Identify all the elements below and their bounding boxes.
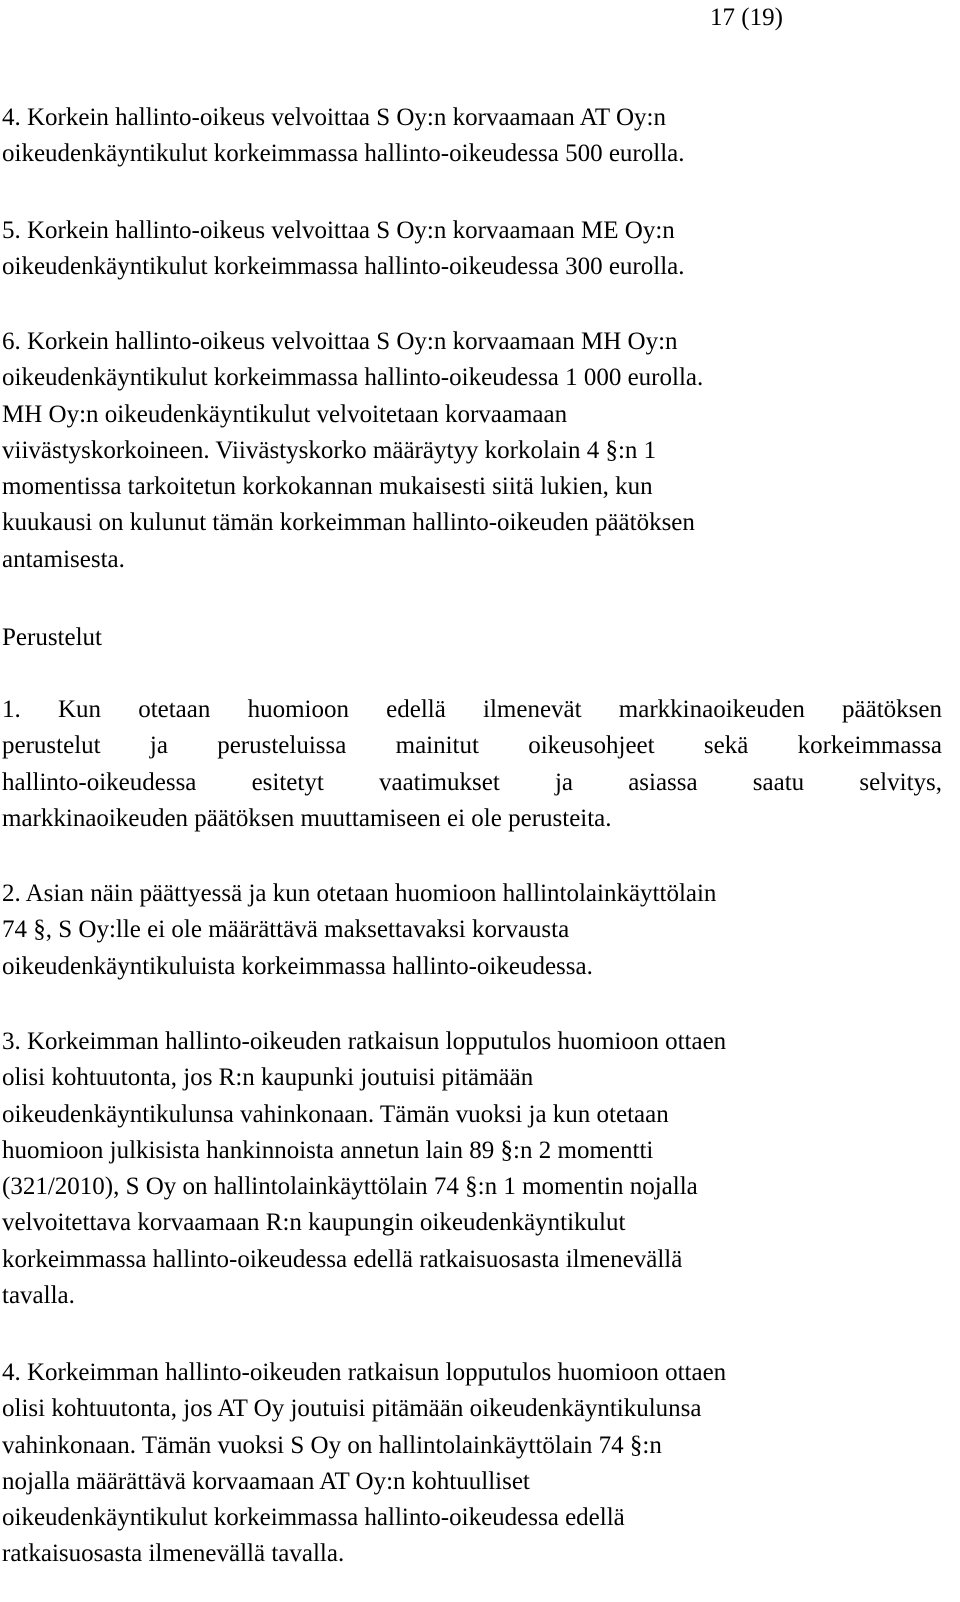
- text-line: olisi kohtuutonta, jos AT Oy joutuisi pitämään oikeudenkäyntikulunsa: [2, 1395, 702, 1423]
- text-line: olisi kohtuutonta, jos R:n kaupunki joutuisi pitämään: [2, 1064, 534, 1092]
- text-line: 5. Korkein hallinto-oikeus velvoittaa S Oy:n korvaamaan ME Oy:n: [2, 217, 675, 244]
- text-line: oikeudenkäyntikuluista korkeimmassa hallinto-oikeudessa.: [2, 952, 593, 980]
- reason-item-2: [2, 876, 942, 985]
- text-line: MH Oy:n oikeudenkäyntikulut velvoitetaan korvaamaan: [2, 400, 568, 428]
- text-line: 1. Kun otetaan huomioon edellä ilmenevät markkinaoikeuden päätöksen: [2, 696, 942, 723]
- text-line: 2. Asian näin päättyessä ja kun otetaan huomioon hallintolainkäyttölain: [2, 880, 717, 907]
- text-line: antamisesta.: [2, 545, 125, 573]
- text-line: 6. Korkein hallinto-oikeus velvoittaa S Oy:n korvaamaan MH Oy:n: [2, 328, 678, 355]
- text-line: hallinto-oikeudessa esitetyt vaatimukset ja asiassa saatu selvitys,: [2, 768, 942, 796]
- text-line: 4. Korkein hallinto-oikeus velvoittaa S Oy:n korvaamaan AT Oy:n: [2, 104, 667, 131]
- text-line: kuukausi on kulunut tämän korkeimman hallinto-oikeuden päätöksen: [2, 509, 695, 537]
- text-line: oikeudenkäyntikulunsa vahinkonaan. Tämän vuoksi ja kun otetaan: [2, 1100, 669, 1128]
- reason-item-3: [2, 1024, 942, 1314]
- section-heading-perustelut: Perustelut: [2, 624, 102, 651]
- decision-item-6: [2, 324, 942, 578]
- text-line: 3. Korkeimman hallinto-oikeuden ratkaisun lopputulos huomioon ottaen: [2, 1028, 727, 1055]
- text-line: markkinaoikeuden päätöksen muuttamiseen ei ole perusteita.: [2, 804, 612, 832]
- text-line: perustelut ja perusteluissa mainitut oikeusohjeet sekä korkeimmassa: [2, 732, 942, 760]
- text-line: ratkaisuosasta ilmenevällä tavalla.: [2, 1540, 345, 1568]
- reason-item-4: [2, 1355, 942, 1573]
- text-line: huomioon julkisista hankinnoista annetun lain 89 §:n 2 momentti: [2, 1136, 654, 1164]
- text-line: korkeimmassa hallinto-oikeudessa edellä ratkaisuosasta ilmenevällä: [2, 1245, 683, 1273]
- page-number: 17 (19): [710, 4, 783, 31]
- text-line: oikeudenkäyntikulut korkeimmassa hallinto-oikeudessa 1 000 eurolla.: [2, 364, 704, 392]
- text-line: 4. Korkeimman hallinto-oikeuden ratkaisun lopputulos huomioon ottaen: [2, 1359, 727, 1386]
- reason-item-1: [2, 692, 942, 837]
- decision-item-5: [2, 213, 942, 286]
- text-line: (321/2010), S Oy on hallintolainkäyttölain 74 §:n 1 momentin nojalla: [2, 1173, 698, 1201]
- text-line: momentissa tarkoitetun korkokannan mukaisesti siitä lukien, kun: [2, 473, 653, 501]
- text-line: oikeudenkäyntikulut korkeimmassa hallinto-oikeudessa edellä: [2, 1504, 625, 1532]
- text-line: nojalla määrättävä korvaamaan AT Oy:n kohtuulliset: [2, 1467, 530, 1495]
- text-line: viivästyskorkoineen. Viivästyskorko määräytyy korkolain 4 §:n 1: [2, 436, 657, 464]
- text-line: vahinkonaan. Tämän vuoksi S Oy on hallintolainkäyttölain 74 §:n: [2, 1431, 662, 1459]
- text-line: velvoitettava korvaamaan R:n kaupungin oikeudenkäyntikulut: [2, 1209, 626, 1237]
- text-line: tavalla.: [2, 1282, 75, 1310]
- text-line: oikeudenkäyntikulut korkeimmassa hallinto-oikeudessa 500 eurolla.: [2, 140, 685, 168]
- text-line: 74 §, S Oy:lle ei ole määrättävä maksettavaksi korvausta: [2, 916, 570, 944]
- decision-item-4: [2, 100, 942, 173]
- text-line: oikeudenkäyntikulut korkeimmassa hallinto-oikeudessa 300 eurolla.: [2, 253, 685, 281]
